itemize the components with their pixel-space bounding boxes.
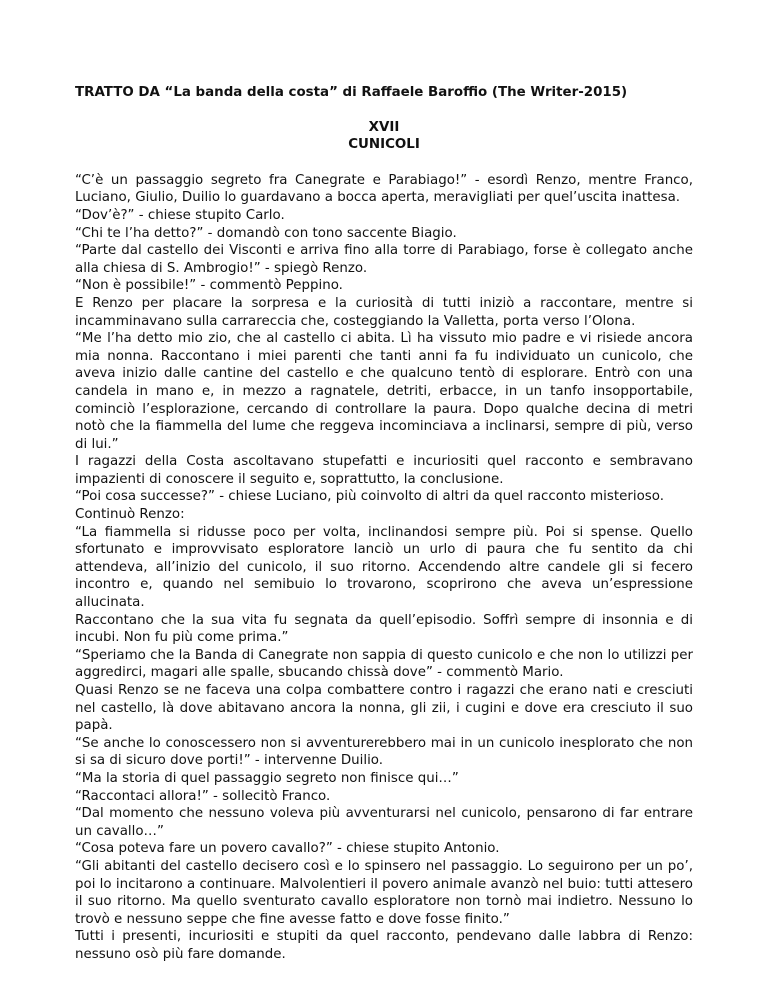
document-page bbox=[75, 84, 693, 964]
paragraph: “Chi te l’ha detto?” - domandò con tono saccente Biagio. bbox=[75, 225, 457, 241]
paragraph: “Poi cosa successe?” - chiese Luciano, più coinvolto di altri da quel racconto misterioso. bbox=[75, 489, 664, 505]
paragraph: Quasi Renzo se ne faceva una colpa combattere contro i ragazzi che erano nati e cresciuti nel castello, là dove abitavano ancora la nonna, gli zii, i cugini e dove era cresciuto il suo papà. bbox=[75, 683, 693, 734]
paragraph: “C’è un passaggio segreto fra Canegrate e Parabiago!” - esordì Renzo, mentre Franco, Luciano, Giulio, Duilio lo guardavano a bocca aperta, meravigliati per quel’uscita inattesa. bbox=[75, 172, 693, 206]
paragraph: “Ma la storia di quel passaggio segreto non finisce qui…” bbox=[75, 770, 459, 786]
chapter-number: XVII bbox=[368, 119, 400, 135]
paragraph: I ragazzi della Costa ascoltavano stupefatti e incuriositi quel racconto e sembravano impazienti di conoscere il seguito e, soprattutto, la conclusione. bbox=[75, 454, 693, 487]
document-title: TRATTO DA “La banda della costa” di Raffaele Baroffio (The Writer-2015) bbox=[75, 85, 628, 100]
paragraph: “Dal momento che nessuno voleva più avventurarsi nel cunicolo, pensarono di far entrare un cavallo…” bbox=[75, 806, 693, 839]
paragraph: “Gli abitanti del castello decisero così e lo spinsero nel passaggio. Lo seguirono per un po’, poi lo incitarono a continuare. Malvolentieri il povero animale avanzò nel buio: tutti attesero il suo ritorno. Ma quello sventurato cavallo esploratore non tornò mai indietro. Nessuno lo trovò e nessuno seppe che fine avesse fatto e dove fosse finito.” bbox=[75, 858, 693, 927]
paragraph: “Parte dal castello dei Visconti e arriva fino alla torre di Parabiago, forse è collegato anche alla chiesa di S. Ambrogio!” - spiegò Renzo. bbox=[75, 243, 693, 276]
paragraph: “Non è possibile!” - commentò Peppino. bbox=[75, 278, 343, 294]
paragraph: “Dov’è?” - chiese stupito Carlo. bbox=[75, 207, 285, 223]
paragraph: Tutti i presenti, incuriositi e stupiti da quel racconto, pendevano dalle labbra di Renzo: nessuno osò più fare domande. bbox=[75, 929, 693, 962]
paragraph: Continuò Renzo: bbox=[75, 507, 185, 523]
paragraph: “Cosa poteva fare un povero cavallo?” - chiese stupito Antonio. bbox=[75, 841, 500, 857]
paragraph: “Me l’ha detto mio zio, che al castello ci abita. Lì ha vissuto mio padre e vi risiede ancora mia nonna. Raccontano i miei parenti che tanti anni fa fu individuato un cunicolo, che aveva inizio dalle cantine del castello e che qualcuno tentò di esplorare. Entrò con una candela in mano e, in mezzo a ragnatele, detriti, erbacce, in un tanfo insopportabile, cominciò l’esplorazione, cercando di controllare la paura. Dopo qualche decina di metri notò che la fiammella del lume che reggeva incominciava a inclinarsi, sempre di più, verso di lui.” bbox=[75, 331, 693, 452]
paragraph: “Se anche lo conoscessero non si avventurerebbero mai in un cunicolo inesplorato che non si sa di sicuro dove porti!” - intervenne Duilio. bbox=[75, 735, 693, 769]
paragraph: “Speriamo che la Banda di Canegrate non sappia di questo cunicolo e che non lo utilizzi per aggredirci, magari alle spalle, sbucando chissà dove” - commentò Mario. bbox=[75, 647, 693, 681]
paragraph: “La fiammella si ridusse poco per volta, inclinandosi sempre più. Poi si spense. Quello sfortunato e improvvisato esploratore lanciò un urlo di paura che fu sentito da chi attendeva, all’inizio del cunicolo, il suo ritorno. Accendendo altre candele gli si fecero incontro e, quando nel semibuio lo trovarono, scoprirono che aveva un’espressione allucinata. bbox=[75, 524, 693, 611]
story-body bbox=[75, 172, 693, 964]
paragraph: “Raccontaci allora!” - sollecitò Franco. bbox=[75, 788, 331, 804]
chapter-title: CUNICOLI bbox=[348, 137, 420, 153]
paragraph: Raccontano che la sua vita fu segnata da quell’episodio. Soffrì sempre di insonnia e di incubi. Non fu più come prima.” bbox=[75, 612, 693, 646]
paragraph: E Renzo per placare la sorpresa e la curiosità di tutti iniziò a raccontare, mentre si incamminavano sulla carrareccia che, costeggiando la Valletta, porta verso l’Olona. bbox=[75, 295, 693, 329]
